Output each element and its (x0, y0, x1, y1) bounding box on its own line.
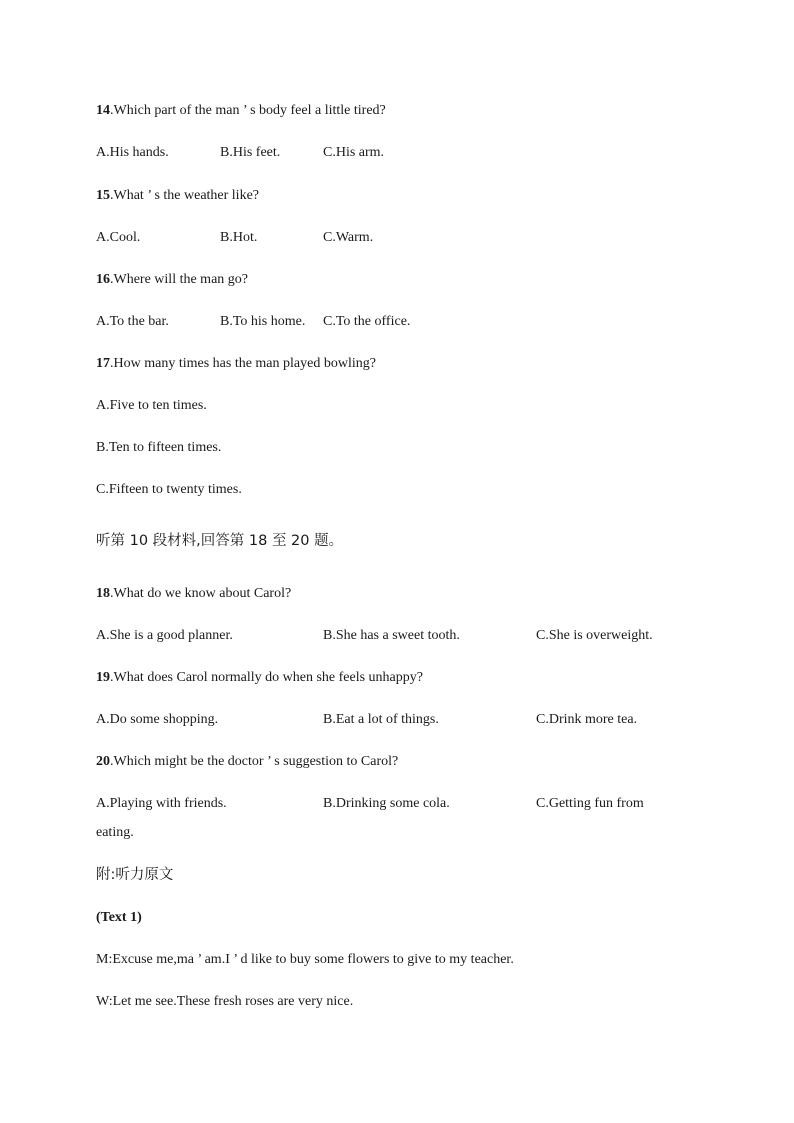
option-a: A.To the bar. (96, 314, 169, 329)
dialogue-line: W:Let me see.These fresh roses are very nice. (96, 994, 354, 1009)
option-c: C.His arm. (323, 145, 385, 160)
option-c: C.She is overweight. (536, 628, 653, 643)
option-c: C.Warm. (323, 230, 374, 245)
question-text: .What do we know about Carol? (110, 586, 292, 601)
option-b: B.To his home. (220, 314, 306, 329)
appendix-heading: 附:听力原文 (96, 867, 174, 883)
option-b: B.Ten to fifteen times. (96, 440, 222, 455)
question-16 (96, 272, 248, 288)
question-number: 16 (96, 272, 110, 287)
section-heading: 听第 10 段材料,回答第 18 至 20 题。 (96, 533, 344, 549)
option-b: B.Eat a lot of things. (323, 712, 439, 727)
question-number: 19 (96, 670, 110, 685)
option-a: A.Cool. (96, 230, 141, 245)
option-a: A.Five to ten times. (96, 398, 207, 413)
question-17 (96, 356, 376, 372)
option-c: C.Getting fun from (536, 796, 644, 811)
option-a: A.She is a good planner. (96, 628, 233, 643)
question-text: .Which might be the doctor ’ s suggestion to Carol? (110, 754, 399, 769)
text-1-label: (Text 1) (96, 910, 142, 925)
question-14 (96, 103, 386, 119)
option-a: A.His hands. (96, 145, 169, 160)
option-a: A.Do some shopping. (96, 712, 219, 727)
question-15 (96, 188, 259, 204)
option-b: B.Hot. (220, 230, 258, 245)
question-text: .What ’ s the weather like? (110, 188, 260, 203)
question-19 (96, 670, 423, 686)
option-c: C.To the office. (323, 314, 411, 329)
question-18 (96, 586, 291, 602)
option-b: B.Drinking some cola. (323, 796, 450, 811)
question-number: 18 (96, 586, 110, 601)
option-c-continuation: eating. (96, 825, 134, 840)
question-number: 17 (96, 356, 110, 371)
question-text: .What does Carol normally do when she feels unhappy? (110, 670, 423, 685)
option-c: C.Drink more tea. (536, 712, 638, 727)
option-b: B.His feet. (220, 145, 281, 160)
option-c: C.Fifteen to twenty times. (96, 482, 242, 497)
question-text: .Which part of the man ’ s body feel a little tired? (110, 103, 386, 118)
question-text: .How many times has the man played bowling? (110, 356, 376, 371)
question-number: 15 (96, 188, 110, 203)
question-number: 20 (96, 754, 110, 769)
option-b: B.She has a sweet tooth. (323, 628, 460, 643)
question-number: 14 (96, 103, 110, 118)
option-a: A.Playing with friends. (96, 796, 227, 811)
dialogue-line: M:Excuse me,ma ’ am.I ’ d like to buy some flowers to give to my teacher. (96, 952, 514, 967)
question-20 (96, 754, 398, 770)
question-text: .Where will the man go? (110, 272, 249, 287)
